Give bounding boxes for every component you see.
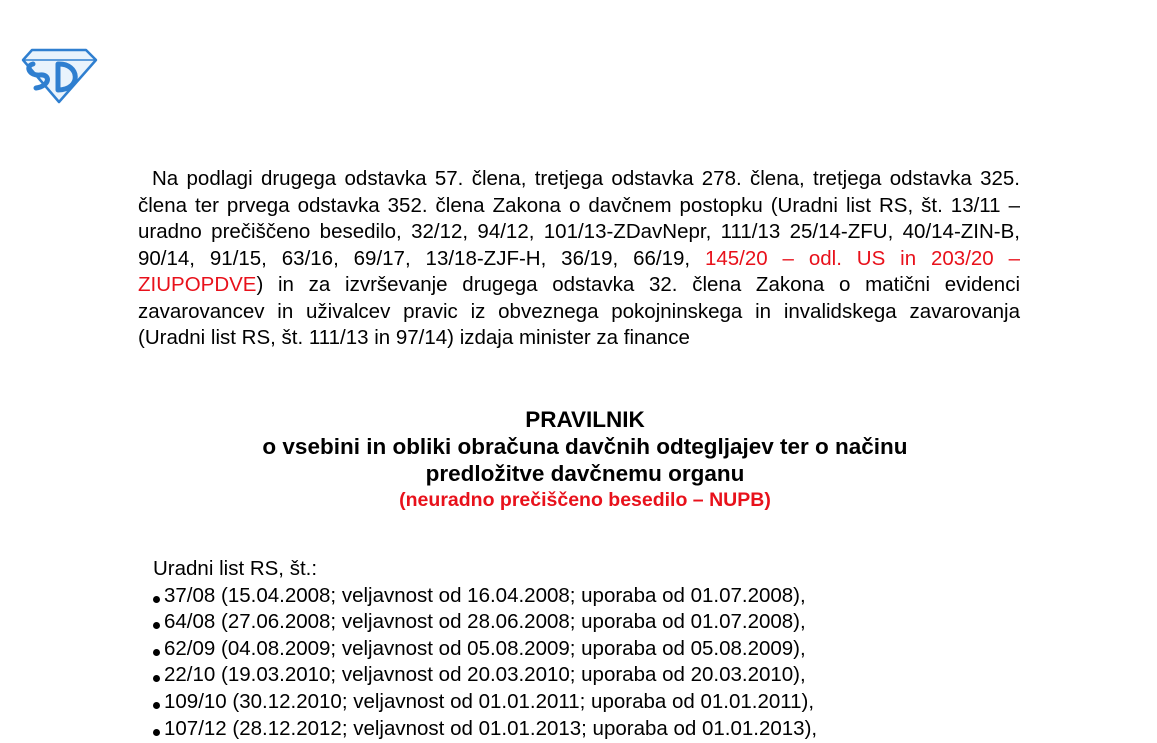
gazette-item-text: 22/10 (19.03.2010; veljavnost od 20.03.2010; uporaba od 20.03.2010), [164,663,806,687]
document-title-block [138,406,1032,513]
bullet-icon [153,729,160,736]
preamble-highlight: 145/20 – odl. US in 203/20 – ZIUPOPDVE [138,246,1021,296]
bullet-icon [153,649,160,656]
gazette-heading: Uradni list RS, št.: [153,557,318,580]
preamble-text-2: ) in za izvrševanje drugega odstavka 32. člena Zakona o matični evidenci zavarovancev in uživalcev pravic iz obveznega pokojninskega in invalidskega zavarovanja (Uradni list RS, št. 111/13 in 97/14) izdaja minister za finance [138,273,1020,349]
list-item [153,716,1053,743]
sd-diamond-logo-icon [20,46,98,104]
bullet-icon [153,702,160,709]
bullet-icon [153,622,160,629]
bullet-icon [153,596,160,603]
gazette-item-text: 62/09 (04.08.2009; veljavnost od 05.08.2009; uporaba od 05.08.2009), [164,636,806,660]
bullet-icon [153,675,160,682]
gazette-item-text: 107/12 (28.12.2012; veljavnost od 01.01.2013; uporaba od 01.01.2013), [164,716,818,740]
list-item [153,583,1053,610]
document-title: PRAVILNIK [525,407,645,432]
list-item [153,636,1053,663]
gazette-item-text: 64/08 (27.06.2008; veljavnost od 28.06.2008; uporaba od 01.07.2008), [164,610,806,634]
gazette-item-text: 37/08 (15.04.2008; veljavnost od 16.04.2008; uporaba od 01.07.2008), [164,583,806,607]
document-subtitle-line-2: predložitve davčnemu organu [425,461,745,486]
preamble-paragraph [138,166,1020,352]
unofficial-version-note: (neuradno prečiščeno besedilo – NUPB) [399,489,771,511]
gazette-references [153,556,1053,742]
list-item [153,689,1053,716]
gazette-list [153,583,1053,743]
preamble-text-1: Na podlagi drugega odstavka 57. člena, tretjega odstavka 278. člena, tretjega odstavka 325. člena ter prvega odstavka 352. člena Zakona o davčnem postopku (Uradni list RS, št. 13/11 – uradno prečiščeno besedilo, 32/12, 94/12, 101/13-ZDavNepr, 111/13 25/14-ZFU, 40/14-ZIN-B, 90/14, 91/15, 63/16, 69/17, 13/18-ZJF-H, 36/19, 66/19, [138,167,1020,270]
document-subtitle-line-1: o vsebini in obliki obračuna davčnih odtegljajev ter o načinu [262,434,908,459]
gazette-item-text: 109/10 (30.12.2010; veljavnost od 01.01.2011; uporaba od 01.01.2011), [164,689,815,713]
list-item [153,662,1053,689]
list-item [153,609,1053,636]
